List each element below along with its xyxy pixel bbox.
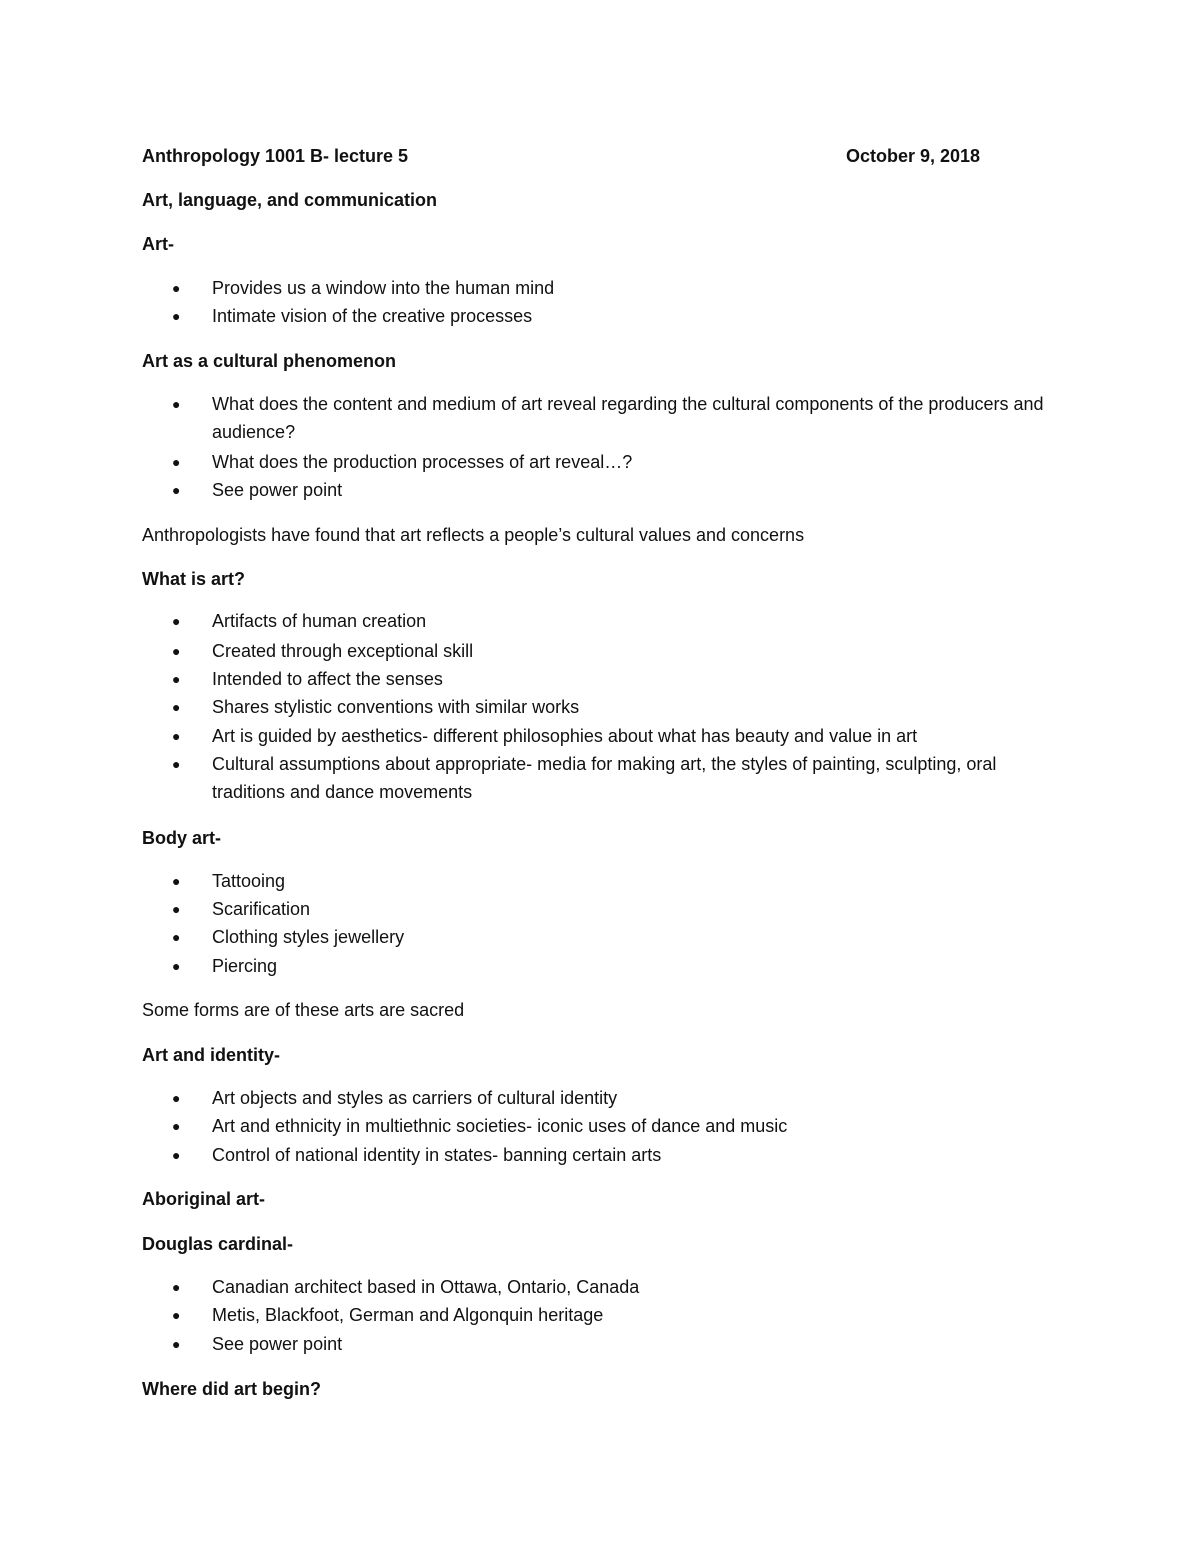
bullet-icon: ● — [172, 643, 181, 659]
heading-where-art-began: Where did art begin? — [142, 1379, 322, 1399]
bullet-icon: ● — [172, 1279, 181, 1295]
heading-what-is-art: What is art? — [142, 569, 246, 589]
list-item: ● Art and ethnicity in multiethnic societies- iconic uses of dance and music — [172, 1112, 1072, 1140]
bullet-icon: ● — [172, 1147, 181, 1163]
list-item: ● Provides us a window into the human mind — [172, 274, 1072, 302]
list-item: ● See power point — [172, 476, 1072, 504]
bullet-icon: ● — [172, 1336, 181, 1352]
bullet-icon: ● — [172, 396, 181, 412]
heading-douglas-cardinal: Douglas cardinal- — [142, 1234, 294, 1254]
heading-aboriginal-art: Aboriginal art- — [142, 1189, 266, 1209]
list-item: ● Art is guided by aesthetics- different philosophies about what has beauty and value in art — [172, 722, 1072, 750]
bullet-icon: ● — [172, 1307, 181, 1323]
list-item: ● Intended to affect the senses — [172, 665, 1072, 693]
list-item: ● Art objects and styles as carriers of cultural identity — [172, 1084, 1072, 1112]
bullet-icon: ● — [172, 699, 181, 715]
bullet-icon: ● — [172, 613, 181, 629]
bullet-icon: ● — [172, 671, 181, 687]
lecture-date: October 9, 2018 — [846, 146, 981, 166]
bullet-icon: ● — [172, 1118, 181, 1134]
list-item: ● Artifacts of human creation — [172, 607, 1072, 635]
list-item: ● See power point — [172, 1330, 1072, 1358]
list-item: ● Metis, Blackfoot, German and Algonquin heritage — [172, 1301, 1072, 1329]
document-title: Art, language, and communication — [142, 190, 438, 210]
bullet-icon: ● — [172, 1090, 181, 1106]
bullet-icon: ● — [172, 728, 181, 744]
list-item: ● Clothing styles jewellery — [172, 923, 1072, 951]
list-item: ● Intimate vision of the creative processes — [172, 302, 1072, 330]
list-item: ● What does the production processes of art reveal…? — [172, 448, 1072, 476]
bullet-icon: ● — [172, 280, 181, 296]
list-item: ● Tattooing — [172, 867, 1072, 895]
course-title: Anthropology 1001 B- lecture 5 — [142, 146, 409, 166]
bullet-icon: ● — [172, 308, 181, 324]
bullet-icon: ● — [172, 901, 181, 917]
bullet-icon: ● — [172, 482, 181, 498]
list-item: ● Canadian architect based in Ottawa, Ontario, Canada — [172, 1273, 1072, 1301]
paragraph: Anthropologists have found that art reflects a people’s cultural values and concerns — [142, 525, 805, 545]
list-item: ● Cultural assumptions about appropriate- media for making art, the styles of painting, sculpting, oral traditions and dance movements — [172, 750, 1072, 806]
list-item: ● Control of national identity in states- banning certain arts — [172, 1141, 1072, 1169]
list-item: ● Scarification — [172, 895, 1072, 923]
bullet-icon: ● — [172, 929, 181, 945]
heading-art-identity: Art and identity- — [142, 1045, 280, 1065]
list-item: ● What does the content and medium of art reveal regarding the cultural components of the producers and audience? — [172, 390, 1072, 446]
heading-cultural-phenomenon: Art as a cultural phenomenon — [142, 351, 397, 371]
bullet-icon: ● — [172, 958, 181, 974]
bullet-icon: ● — [172, 756, 181, 772]
bullet-icon: ● — [172, 873, 181, 889]
paragraph: Some forms are of these arts are sacred — [142, 1000, 465, 1020]
heading-art: Art- — [142, 234, 174, 254]
bullet-icon: ● — [172, 454, 181, 470]
list-item: ● Piercing — [172, 952, 1072, 980]
list-item: ● Created through exceptional skill — [172, 637, 1072, 665]
list-item: ● Shares stylistic conventions with similar works — [172, 693, 1072, 721]
heading-body-art: Body art- — [142, 828, 222, 848]
